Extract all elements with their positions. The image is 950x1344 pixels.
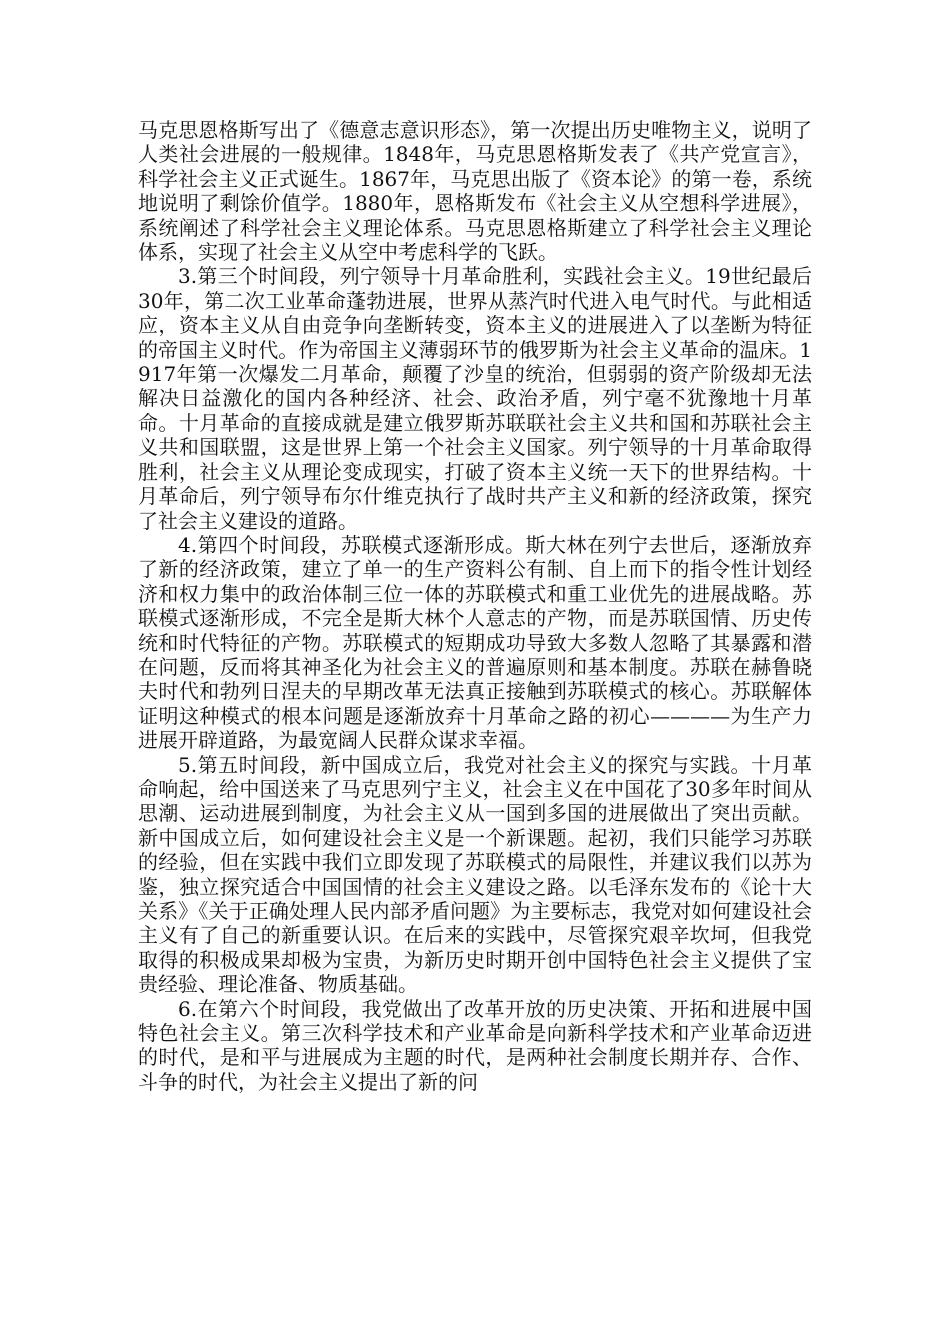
- paragraph-1: 马克思恩格斯写出了《德意志意识形态》，第一次提出历史唯物主义，说明了人类社会进展的一般规律。1848年，马克思恩格斯发表了《共产党宣言》，科学社会主义正式诞生。1867年，马克思出版了《资本论》的第一卷，系统地说明了剩馀价值学。1880年，恩格斯发布《社会主义从空想科学进展》，系统阐述了科学社会主义理论体系。马克思恩格斯建立了科学社会主义理论体系，实现了社会主义从空中考虑科学的飞跃。: [138, 118, 812, 265]
- paragraph-4: 5.第五时间段，新中国成立后，我党对社会主义的探究与实践。十月革命响起，给中国送来了马克思列宁主义，社会主义在中国花了30多年时间从思潮、运动进展到制度，为社会主义从一国到多国的进展做出了突出贡献。新中国成立后，如何建设社会主义是一个新课题。起初，我们只能学习苏联的经验，但在实践中我们立即发现了苏联模式的局限性，并建议我们以苏为鉴，独立探究适合中国国情的社会主义建设之路。以毛泽东发布的《论十大关系》《关于正确处理人民内部矛盾问题》为主要标志，我党对如何建设社会主义有了自己的新重要认识。在后来的实践中，尽管探究艰辛坎坷，但我党取得的积极成果却极为宝贵，为新历史时期开创中国特色社会主义提供了宝贵经验、理论准备、物质基础。: [138, 752, 812, 997]
- document-body: [138, 118, 812, 1094]
- paragraph-3: 4.第四个时间段，苏联模式逐渐形成。斯大林在列宁去世后，逐渐放弃了新的经济政策，建立了单一的生产资料公有制、自上而下的指令性计划经济和权力集中的政治体制三位一体的苏联模式和重工业优先的进展战略。苏联模式逐渐形成，不完全是斯大林个人意志的产物，而是苏联国情、历史传统和时代特征的产物。苏联模式的短期成功导致大多数人忽略了其暴露和潜在问题，反而将其神圣化为社会主义的普遍原则和基本制度。苏联在赫鲁晓夫时代和勃列日涅夫的早期改革无法真正接触到苏联模式的核心。苏联解体证明这种模式的根本问题是逐渐放弃十月革命之路的初心————为生产力进展开辟道路，为最宽阔人民群众谋求幸福。: [138, 532, 812, 753]
- paragraph-5: 6.在第六个时间段，我党做出了改革开放的历史决策、开拓和进展中国特色社会主义。第三次科学技术和产业革命是向新科学技术和产业革命迈进的时代，是和平与进展成为主题的时代，是两种社会制度长期并存、合作、斗争的时代，为社会主义提出了新的问: [138, 996, 812, 1094]
- paragraph-2: 3.第三个时间段，列宁领导十月革命胜利，实践社会主义。19世纪最后30年，第二次工业革命蓬勃进展，世界从蒸汽时代进入电气时代。与此相适应，资本主义从自由竞争向垄断转变，资本主义的进展进入了以垄断为特征的帝国主义时代。作为帝国主义薄弱环节的俄罗斯为社会主义革命的温床。1917年第一次爆发二月革命，颠覆了沙皇的统治，但弱弱的资产阶级却无法解决日益激化的国内各种经济、社会、政治矛盾，列宁毫不犹豫地十月革命。十月革命的直接成就是建立俄罗斯苏联联社会主义共和国和苏联社会主义共和国联盟，这是世界上第一个社会主义国家。列宁领导的十月革命取得胜利，社会主义从理论变成现实，打破了资本主义统一天下的世界结构。十月革命后，列宁领导布尔什维克执行了战时共产主义和新的经济政策，探究了社会主义建设的道路。: [138, 264, 812, 533]
